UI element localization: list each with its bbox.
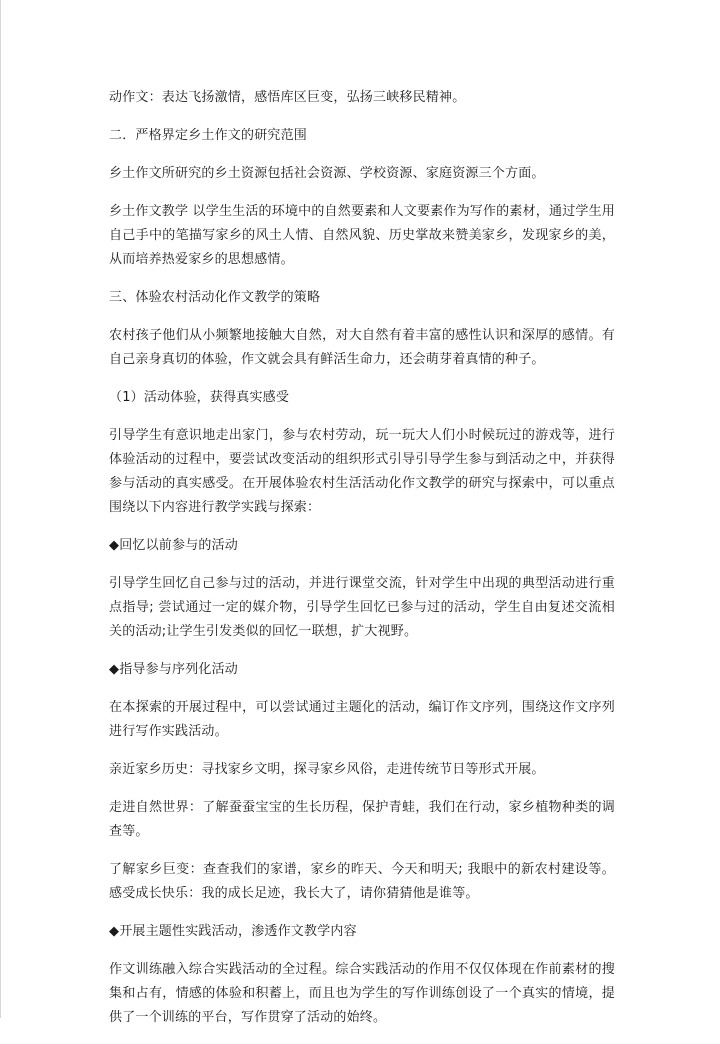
- paragraph: 了解家乡巨变：查查我们的家谱，家乡的昨天、今天和明天; 我眼中的新农村建设等。感受成长快乐：我的成长足迹，我长大了，请你猜猜他是谁等。: [109, 862, 615, 901]
- paragraph: 在本探索的开展过程中，可以尝试通过主题化的活动，编订作文序列，围绕这作文序列进行写作实践活动。: [109, 700, 615, 739]
- section-heading: 三、体验农村活动化作文教学的策略: [109, 290, 321, 305]
- paragraph: 引导学生回忆自己参与过的活动，并进行课堂交流，针对学生中出现的典型活动进行重点指导; 尝试通过一定的媒介物，引导学生回忆已参与过的活动，学生自由复述交流相关的活动;让学生引发类似的回忆一联想，扩大视野。: [109, 576, 615, 639]
- paragraph: 作文训练融入综合实践活动的全过程。综合实践活动的作用不仅仅体现在作前素材的搜集和占有，情感的体验和积蓄上，而且也为学生的写作训练创设了一个真实的情境，提供了一个训练的平台，写作贯穿了活动的始终。: [109, 962, 615, 1025]
- bullet-heading: ◆开展主题性实践活动，渗透作文教学内容: [109, 924, 357, 939]
- section-heading: 二．严格界定乡土作文的研究范围: [109, 128, 308, 143]
- paragraph: 走进自然世界：了解蚕蚕宝宝的生长历程，保护青蛙，我们在行动，家乡植物种类的调查等。: [109, 800, 615, 839]
- paragraph: 乡土作文教学 以学生生活的环境中的自然要素和人文要素作为写作的素材，通过学生用自己手中的笔描写家乡的风土人情、自然风貌、历史掌故来赞美家乡，发现家乡的美，从而培养热爱家乡的思想感情。: [109, 204, 615, 267]
- paragraph: 动作文：表达飞扬激情，感悟库区巨变，弘扬三峡移民精神。: [109, 90, 466, 105]
- bullet-heading: ◆指导参与序列化活动: [109, 662, 238, 677]
- paragraph: 乡土作文所研究的乡土资源包括社会资源、学校资源、家庭资源三个方面。: [109, 166, 545, 181]
- paragraph: 引导学生有意识地走出家门，参与农村劳动，玩一玩大人们小时候玩过的游戏等，进行体验活动的过程中，要尝试改变活动的组织形式引导引导学生参与到活动之中，并获得参与活动的真实感受。在开展体验农村生活活动化作文教学的研究与探索中，可以重点围绕以下内容进行教学实践与探索：: [109, 428, 615, 515]
- document-body: [109, 86, 615, 1044]
- paragraph: 亲近家乡历史：寻找家乡文明，探寻家乡风俗，走进传统节日等形式开展。: [109, 762, 545, 777]
- subsection-heading: （1）活动体验，获得真实感受: [109, 390, 290, 405]
- paragraph: 农村孩子他们从小频繁地接触大自然，对大自然有着丰富的感性认识和深厚的感情。有自己亲身真切的体验，作文就会具有鲜活生命力，还会萌芽着真情的种子。: [109, 328, 615, 367]
- bullet-heading: ◆回忆以前参与的活动: [109, 538, 238, 553]
